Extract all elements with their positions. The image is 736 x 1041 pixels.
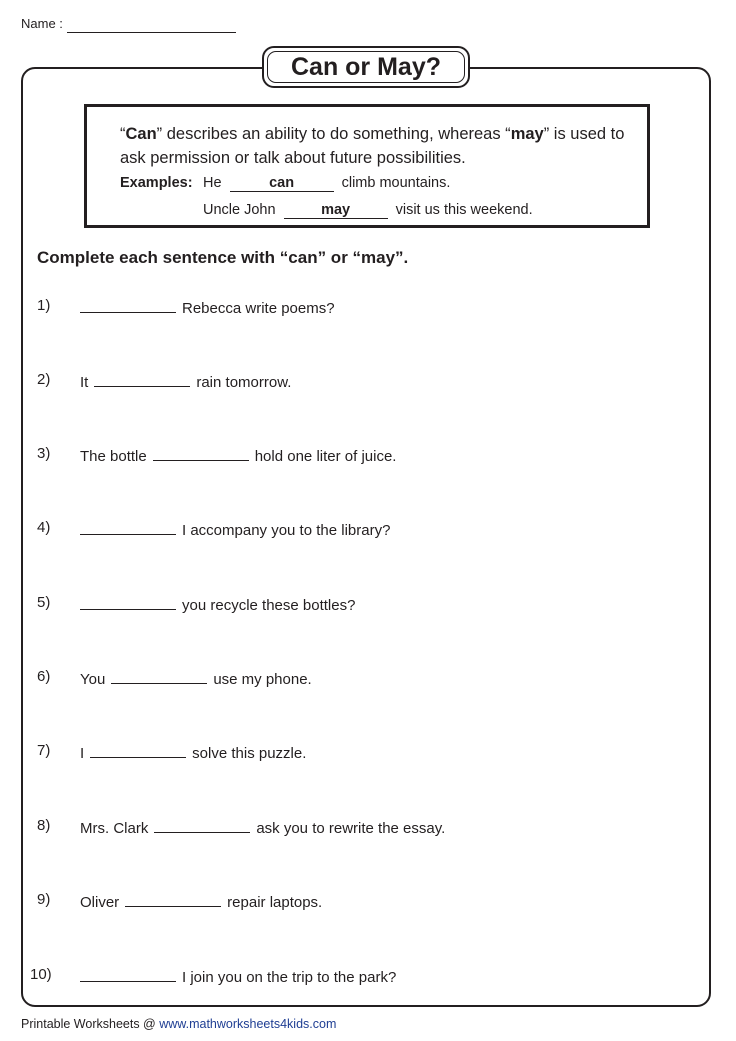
question-number: 4) — [37, 519, 51, 536]
word-may: may — [510, 125, 544, 143]
question-post-text: I accompany you to the library? — [182, 522, 391, 539]
definition-end: ” is used to ask permission or talk about future possibilities. — [120, 125, 625, 167]
example-2 — [203, 202, 533, 219]
question-pre-text: The bottle — [80, 448, 147, 465]
question-number: 10) — [30, 966, 52, 983]
example-1-pre: He — [203, 175, 222, 191]
answer-blank[interactable] — [80, 966, 176, 982]
question-row — [0, 519, 736, 543]
example-2-answer: may — [284, 202, 388, 219]
question-number: 1) — [37, 297, 51, 314]
answer-blank[interactable] — [154, 817, 250, 833]
question-row — [0, 445, 736, 469]
answer-blank[interactable] — [80, 297, 176, 313]
definition-text — [120, 122, 630, 170]
name-field[interactable] — [67, 32, 236, 33]
question-post-text: hold one liter of juice. — [254, 448, 397, 465]
word-can: Can — [125, 125, 157, 143]
question-text — [80, 519, 390, 539]
question-text — [80, 297, 335, 317]
definition-middle: ” describes an ability to do something, whereas “ — [156, 125, 511, 143]
example-1 — [203, 175, 450, 192]
instructions: Complete each sentence with “can” or “may”. — [37, 248, 409, 267]
question-text — [80, 445, 396, 465]
question-pre-text: It — [80, 374, 89, 391]
question-row — [0, 371, 736, 395]
question-text — [80, 371, 291, 391]
question-post-text: repair laptops. — [227, 894, 323, 911]
question-text — [80, 742, 306, 762]
question-number: 3) — [37, 445, 51, 462]
answer-blank[interactable] — [94, 371, 190, 387]
question-post-text: solve this puzzle. — [192, 745, 307, 762]
question-row — [0, 297, 736, 321]
question-number: 2) — [37, 371, 51, 388]
example-1-answer: can — [230, 175, 334, 192]
question-number: 6) — [37, 668, 51, 685]
example-2-pre: Uncle John — [203, 202, 276, 218]
title-badge — [262, 46, 470, 88]
question-pre-text: You — [80, 671, 106, 688]
question-row — [0, 817, 736, 841]
question-number: 5) — [37, 594, 51, 611]
question-row — [0, 891, 736, 915]
examples-label: Examples: — [120, 175, 193, 191]
open-quote: “ — [120, 125, 126, 143]
question-pre-text: Oliver — [80, 894, 120, 911]
page-title: Can or May? — [290, 52, 442, 81]
answer-blank[interactable] — [80, 519, 176, 535]
question-row — [0, 742, 736, 766]
question-text — [80, 668, 312, 688]
example-2-post: visit us this weekend. — [395, 202, 533, 218]
name-label: Name : — [21, 16, 63, 31]
question-number: 7) — [37, 742, 51, 759]
question-row — [0, 668, 736, 692]
question-text — [80, 891, 322, 911]
footer-link[interactable]: www.mathworksheets4kids.com — [159, 1017, 337, 1031]
question-pre-text: I — [80, 745, 85, 762]
question-text — [80, 817, 445, 837]
answer-blank[interactable] — [153, 445, 249, 461]
question-row — [0, 966, 736, 990]
answer-blank[interactable] — [111, 668, 207, 684]
question-row — [0, 594, 736, 618]
question-number: 9) — [37, 891, 51, 908]
question-post-text: rain tomorrow. — [196, 374, 292, 391]
question-post-text: you recycle these bottles? — [182, 597, 356, 614]
footer — [21, 1017, 336, 1031]
question-post-text: Rebecca write poems? — [182, 300, 335, 317]
answer-blank[interactable] — [80, 594, 176, 610]
answer-blank[interactable] — [90, 742, 186, 758]
answer-blank[interactable] — [125, 891, 221, 907]
question-number: 8) — [37, 817, 51, 834]
question-post-text: ask you to rewrite the essay. — [256, 820, 446, 837]
question-post-text: use my phone. — [213, 671, 312, 688]
example-1-post: climb mountains. — [341, 175, 451, 191]
question-post-text: I join you on the trip to the park? — [182, 969, 397, 986]
definition-box — [84, 104, 650, 228]
question-text — [80, 594, 355, 614]
question-text — [80, 966, 396, 986]
question-pre-text: Mrs. Clark — [80, 820, 149, 837]
footer-label: Printable Worksheets @ — [21, 1017, 160, 1031]
